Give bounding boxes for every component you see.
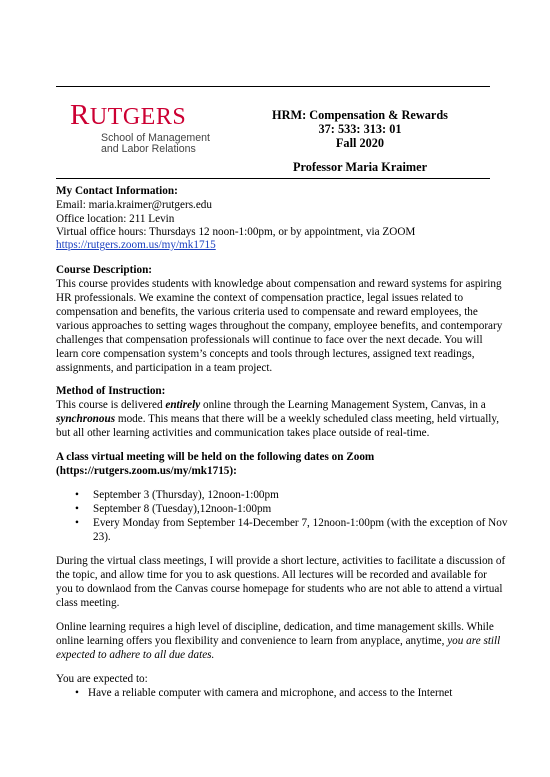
top-rule <box>56 86 490 87</box>
meeting-item: September 8 (Tuesday),12noon-1:00pm <box>93 503 272 515</box>
instruction-line-3: but all other learning activities and communication takes place outside of real-time. <box>56 427 430 439</box>
header-rule <box>56 178 490 179</box>
bullet-icon: • <box>75 489 79 501</box>
description-line: various approaches to setting wages throughout the company, employee benefits, and contemporary <box>56 320 503 332</box>
zoom-link[interactable]: https://rutgers.zoom.us/my/mk1715 <box>56 239 216 251</box>
professor-name: Professor Maria Kraimer <box>292 160 428 174</box>
online-line-2: online learning offers you flexibility and convenience to learn from anyplace, anytime, you are still <box>56 635 501 647</box>
contact-heading: My Contact Information: <box>56 185 178 197</box>
meetings-heading-1: A class virtual meeting will be held on the following dates on Zoom <box>56 451 375 463</box>
description-line: challenges that compensation professionals will continue to face over the next decade. You will <box>56 334 483 346</box>
description-line: HR professionals. We examine the context of compensation practice, legal issues related to <box>56 292 464 304</box>
bullet-icon: • <box>75 687 79 699</box>
online-line-1: Online learning requires a high level of discipline, dedication, and time management skills. While <box>56 621 494 633</box>
logo-school-line2: and Labor Relations <box>101 143 196 155</box>
logo-school-line1: School of Management <box>101 132 210 144</box>
description-line: learn core compensation system’s concepts and tools through lectures, assigned text readings, <box>56 348 475 360</box>
meetings-heading-2: (https://rutgers.zoom.us/my/mk1715): <box>56 465 237 477</box>
description-line: compensation and benefits, the various criteria used to compensate and reward employees, the <box>56 306 478 318</box>
contact-hours: Virtual office hours: Thursdays 12 noon-1:00pm, or by appointment, via ZOOM <box>56 226 416 238</box>
contact-office: Office location: 211 Levin <box>56 213 175 225</box>
virtual-line: you to downlaod from the Canvas course homepage for students who are not able to attend a virtual <box>56 583 503 595</box>
instruction-line-1: This course is delivered entirely online through the Learning Management System, Canvas, in a <box>56 399 486 411</box>
instruction-heading: Method of Instruction: <box>56 385 166 397</box>
meeting-item-cont: 23). <box>93 531 111 543</box>
rutgers-logo <box>70 99 240 165</box>
virtual-line: class meeting. <box>56 597 120 609</box>
course-title: HRM: Compensation & Rewards <box>272 108 448 122</box>
expected-intro: You are expected to: <box>56 673 148 685</box>
description-line: assignments, and participation in a team project. <box>56 362 273 374</box>
bullet-icon: • <box>75 503 79 515</box>
description-line: This course provides students with knowledge about compensation and reward systems for aspiring <box>56 278 502 290</box>
course-term: Fall 2020 <box>335 136 385 150</box>
bullet-icon: • <box>75 517 79 529</box>
virtual-line: the topic, and allow time for you to ask questions. All lectures will be recorded and available for <box>56 569 487 581</box>
description-heading: Course Description: <box>56 264 153 276</box>
online-line-3: expected to adhere to all due dates. <box>56 649 215 661</box>
contact-email: Email: maria.kraimer@rutgers.edu <box>56 199 212 211</box>
virtual-line: During the virtual class meetings, I will provide a short lecture, activities to facilitate a discussion of <box>56 555 506 567</box>
course-code: 37: 533: 313: 01 <box>318 122 402 136</box>
logo-wordmark: RUTGERS <box>70 99 187 131</box>
meeting-item: Every Monday from September 14-December 7, 12noon-1:00pm (with the exception of Nov <box>93 517 508 529</box>
expected-item: Have a reliable computer with camera and microphone, and access to the Internet <box>88 687 453 699</box>
instruction-line-2: synchronous mode. This means that there will be a weekly scheduled class meeting, held virtually, <box>56 413 500 425</box>
meeting-item: September 3 (Thursday), 12noon-1:00pm <box>93 489 279 501</box>
